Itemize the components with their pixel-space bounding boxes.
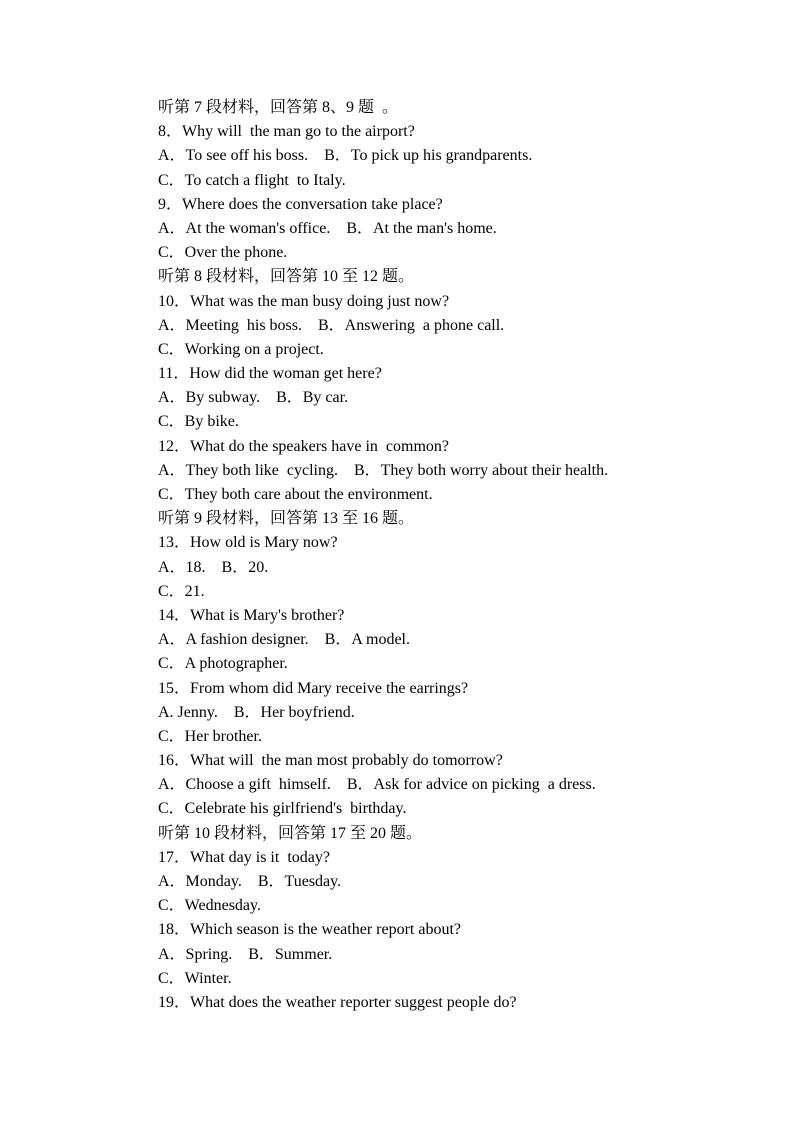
section-heading-8: 听第 8 段材料，回答第 10 至 12 题。 <box>158 268 415 286</box>
question-17: 17．What day is it today? <box>158 848 330 866</box>
question-16: 16．What will the man most probably do tomorrow? <box>158 752 503 770</box>
document-page <box>158 96 758 1015</box>
question-10-option-c: C．Working on a project. <box>158 340 324 358</box>
question-16-options-ab: A．Choose a gift himself. B．Ask for advice on picking a dress. <box>158 776 596 794</box>
question-11: 11．How did the woman get here? <box>158 365 382 383</box>
question-18-option-c: C．Winter. <box>158 969 232 987</box>
question-14-options-ab: A．A fashion designer. B．A model. <box>158 631 410 649</box>
section-heading-7: 听第 7 段材料，回答第 8、9 题 。 <box>158 99 399 116</box>
question-11-options-ab: A．By subway. B．By car. <box>158 389 349 407</box>
question-9: 9．Where does the conversation take place? <box>158 195 443 213</box>
question-11-option-c: C．By bike. <box>158 413 239 431</box>
question-15: 15．From whom did Mary receive the earrings? <box>158 679 469 697</box>
question-8-option-c: C．To catch a flight to Italy. <box>158 171 346 189</box>
question-15-option-c: C．Her brother. <box>158 727 262 745</box>
question-8-options-ab: A．To see off his boss. B．To pick up his grandparents. <box>158 147 533 165</box>
section-heading-10: 听第 10 段材料，回答第 17 至 20 题。 <box>158 824 423 842</box>
question-9-options-ab: A．At the woman's office. B．At the man's home. <box>158 219 497 237</box>
question-18: 18．Which season is the weather report about? <box>158 921 462 939</box>
question-10-options-ab: A．Meeting his boss. B．Answering a phone call. <box>158 316 505 334</box>
question-8: 8．Why will the man go to the airport? <box>158 123 415 141</box>
question-13-options-ab: A．18. B．20. <box>158 558 269 576</box>
section-heading-9: 听第 9 段材料，回答第 13 至 16 题。 <box>158 510 415 528</box>
question-14-option-c: C．A photographer. <box>158 655 288 673</box>
question-12-option-c: C．They both care about the environment. <box>158 486 433 503</box>
question-10: 10．What was the man busy doing just now? <box>158 292 450 310</box>
question-19: 19．What does the weather reporter suggest people do? <box>158 993 517 1011</box>
question-13-option-c: C．21. <box>158 582 205 600</box>
question-12-options-ab: A．They both like cycling. B．They both worry about their health. <box>158 461 609 479</box>
question-17-options-ab: A．Monday. B．Tuesday. <box>158 873 342 890</box>
question-14: 14．What is Mary's brother? <box>158 606 345 624</box>
question-15-options-ab: A. Jenny. B．Her boyfriend. <box>158 703 355 721</box>
question-16-option-c: C．Celebrate his girlfriend's birthday. <box>158 800 407 818</box>
question-17-option-c: C．Wednesday. <box>158 897 261 915</box>
question-13: 13．How old is Mary now? <box>158 534 338 552</box>
question-12: 12．What do the speakers have in common? <box>158 437 450 455</box>
question-9-option-c: C．Over the phone. <box>158 244 288 262</box>
question-18-options-ab: A．Spring. B．Summer. <box>158 945 333 963</box>
